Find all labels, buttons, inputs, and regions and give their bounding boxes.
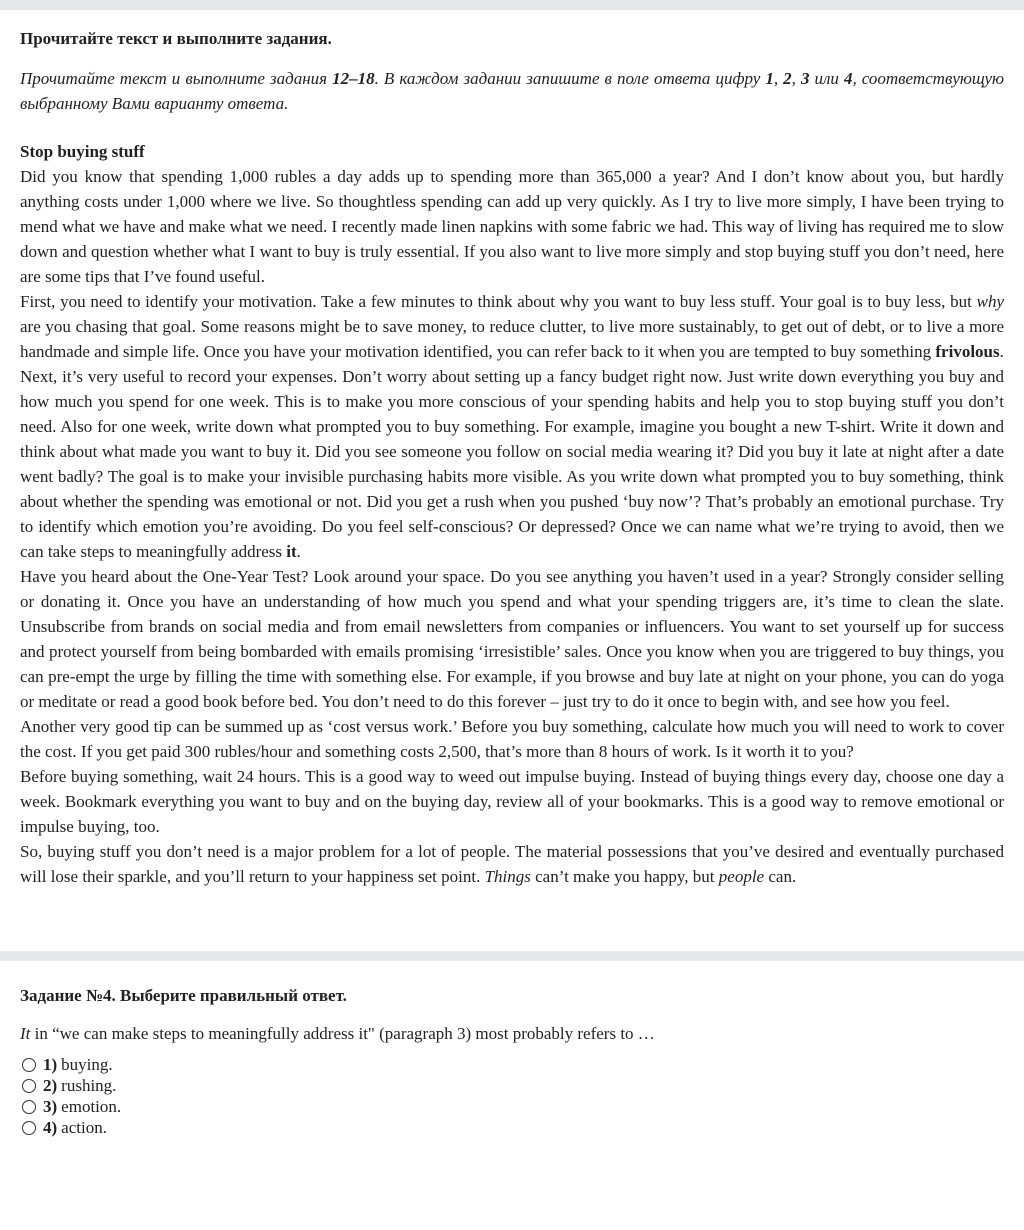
radio-button-2[interactable] bbox=[22, 1079, 36, 1093]
paragraph-2-text-b: are you chasing that goal. Some reasons might be to save money, to reduce clutter, to live more sustainably, to get out of debt, or to live a more handmade and simple life. Once you have your motivation identified, you can refer back to it when you are tempted to buy something bbox=[20, 317, 1004, 361]
paragraph-7-text-b: can’t make you happy, but bbox=[530, 867, 719, 886]
paragraph-4: Have you heard about the One-Year Test? Look around your space. Do you see anything you haven’t used in a year? Strongly consider selling or donating it. Once you have an understanding of how much you spend and what your spending triggers are, it’s time to clean the slate. Unsubscribe from brands on social media and from email newsletters from companies or influencers. You want to set yourself up for success and protect yourself from being bombarded with emails promising ‘irresistible’ sales. Once you know when you are triggered to buy things, you can pre-empt the urge by filling the time with something else. For example, if you browse and buy late at night on your phone, you can do yoga or meditate or read a good book before bed. You don’t need to do this forever – just try to do it once to begin with, and see how you feel. bbox=[20, 567, 1004, 711]
instructions-text-2: . В каждом задании запишите в поле ответа цифру bbox=[374, 69, 766, 88]
paragraph-5: Another very good tip can be summed up as ‘cost versus work.’ Before you buy something, calculate how much you will need to work to cover the cost. If you get paid 300 rubles/hour and something costs 2,500, that’s more than 8 hours of work. Is it worth it to you? bbox=[20, 717, 1004, 761]
reading-section bbox=[0, 10, 1024, 889]
answer-options bbox=[20, 1054, 1004, 1138]
option-number: 4) bbox=[43, 1117, 58, 1137]
paragraph-2-text-c: . bbox=[999, 342, 1004, 361]
section-heading: Прочитайте текст и выполните задания. bbox=[20, 29, 332, 48]
keyword-frivolous: frivolous bbox=[935, 342, 1000, 361]
paragraph-2 bbox=[20, 289, 1004, 364]
digit-2: 2 bbox=[783, 69, 792, 88]
paragraph-3-text-a: Next, it’s very useful to record your expenses. Don’t worry about setting up a fancy budget right now. Just write down everything you buy and how much you spend for one week. This is to make you more conscious of your spending habits and help you to stop buying stuff you don’t need. Also for one week, write down what prompted you to buy something. For example, imagine you bought a new T-shirt. Write it down and think about what made you want to buy it. Did you see someone you follow on social media wearing it? Did you buy it late at night after a date went badly? The goal is to make your invisible purchasing habits more visible. As you write down what prompted you to buy something, think about whether the spending was emotional or not. Did you get a rush when you pushed ‘buy now’? That’s probably an emotional purchase. Try to identify which emotion you’re avoiding. Do you feel self-conscious? Or depressed? Once we can name what we’re trying to avoid, then we can take steps to meaningfully address bbox=[20, 367, 1004, 561]
option-label: rushing. bbox=[61, 1075, 117, 1095]
digit-3: 3 bbox=[800, 69, 810, 88]
question-emphasis: It bbox=[20, 1024, 31, 1043]
instructions-sep-1: , bbox=[773, 69, 784, 88]
option-number: 2) bbox=[43, 1075, 58, 1095]
paragraph-7 bbox=[20, 839, 1004, 889]
emphasis-people: people bbox=[718, 867, 765, 886]
instructions-sep-2: , bbox=[791, 69, 801, 88]
instructions-text-1: Прочитайте текст и выполните задания bbox=[20, 69, 333, 88]
paragraph-7-text-c: can. bbox=[764, 867, 797, 886]
emphasis-why: why bbox=[976, 292, 1004, 311]
answer-option-2[interactable] bbox=[20, 1075, 1004, 1096]
text-title: Stop buying stuff bbox=[20, 142, 145, 161]
instructions-text-3: , соответствующую выбранному Вами варианту ответа. bbox=[20, 69, 1005, 113]
instructions-sep-3: или bbox=[809, 69, 844, 88]
keyword-it: it bbox=[286, 542, 297, 561]
paragraph-1: Did you know that spending 1,000 rubles a day adds up to spending more than 365,000 a year? And I don’t know about you, but hardly anything costs under 1,000 where we live. So thoughtless spending can add up very quickly. As I try to live more simply, I have been trying to mend what we have and make what we need. I recently made linen napkins with some fabric we had. This way of living has required me to slow down and question whether what I want to buy is truly essential. If you also want to live more simply and stop buying stuff you don’t need, here are some tips that I’ve found useful. bbox=[20, 167, 1004, 286]
answer-option-3[interactable] bbox=[20, 1096, 1004, 1117]
option-number: 1) bbox=[43, 1054, 58, 1074]
radio-button-4[interactable] bbox=[22, 1121, 36, 1135]
question-rest: in “we can make steps to meaningfully address it" (paragraph 3) most probably refers to … bbox=[30, 1024, 655, 1043]
task-title: Задание №4. Выберите правильный ответ. bbox=[20, 986, 347, 1005]
option-number: 3) bbox=[43, 1096, 58, 1116]
top-divider bbox=[0, 0, 1024, 10]
task-range: 12–18 bbox=[332, 69, 375, 88]
digit-4: 4 bbox=[843, 69, 853, 88]
paragraph-2-text-a: First, you need to identify your motivation. Take a few minutes to think about why you want to buy less stuff. Your goal is to buy less, but bbox=[20, 292, 977, 311]
digit-1: 1 bbox=[765, 69, 774, 88]
emphasis-things: Things bbox=[484, 867, 531, 886]
radio-button-3[interactable] bbox=[22, 1100, 36, 1114]
question-text bbox=[20, 1021, 1004, 1046]
section-divider bbox=[0, 951, 1024, 961]
paragraph-3-text-b: . bbox=[296, 542, 301, 561]
answer-option-4[interactable] bbox=[20, 1117, 1004, 1138]
option-label: action. bbox=[61, 1117, 107, 1137]
task-section bbox=[0, 961, 1024, 1138]
paragraph-7-text-a: So, buying stuff you don’t need is a major problem for a lot of people. The material possessions that you’ve desired and eventually purchased will lose their sparkle, and you’ll return to your happiness set point. bbox=[20, 842, 1004, 886]
instructions bbox=[20, 66, 1004, 116]
option-label: emotion. bbox=[61, 1096, 122, 1116]
paragraph-3 bbox=[20, 364, 1004, 564]
paragraph-6: Before buying something, wait 24 hours. This is a good way to weed out impulse buying. Instead of buying things every day, choose one day a week. Bookmark everything you want to buy and on the buying day, review all of your bookmarks. This is a good way to remove emotional or impulse buying, too. bbox=[20, 767, 1004, 836]
answer-option-1[interactable] bbox=[20, 1054, 1004, 1075]
option-label: buying. bbox=[61, 1054, 113, 1074]
radio-button-1[interactable] bbox=[22, 1058, 36, 1072]
